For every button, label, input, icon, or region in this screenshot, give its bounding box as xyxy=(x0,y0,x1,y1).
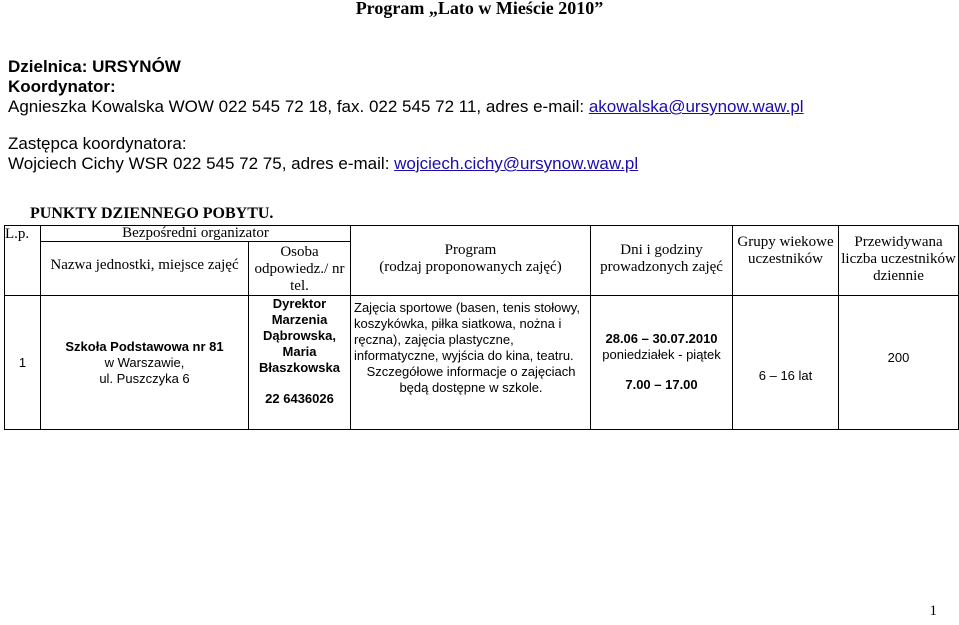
header-unit-name: Nazwa jednostki, miejsce zajęć xyxy=(41,242,249,296)
deputy-label: Zastępca koordynatora: xyxy=(8,134,187,153)
header-age-groups: Grupy wiekowe uczestników xyxy=(733,226,839,296)
coordinator-label: Koordynator: xyxy=(8,77,116,96)
unit-address: w Warszawie, ul. Puszczyka 6 xyxy=(99,354,190,386)
header-person: Osoba odpowiedz./ nr tel. xyxy=(249,242,351,296)
header-lp: L.p. xyxy=(5,226,41,296)
program-description: Zajęcia sportowe (basen, tenis stołowy, koszykówka, piłka siatkowa, nożna i ręczna), zajęcia plastyczne, informatyczne, wyjścia do kina, teatru. xyxy=(354,300,580,363)
section-heading: PUNKTY DZIENNEGO POBYTU. xyxy=(30,205,274,222)
weekdays: poniedziałek - piątek xyxy=(602,347,721,362)
schedule-table xyxy=(4,225,959,430)
header-program: Program (rodzaj proponowanych zajęć) xyxy=(351,226,591,296)
document-title: Program „Lato w Mieście 2010” xyxy=(355,0,604,18)
deputy-text: Wojciech Cichy WSR 022 545 72 75, adres e-mail: xyxy=(8,154,395,173)
coordinator-info xyxy=(8,97,804,117)
header-organizer-group: Bezpośredni organizator xyxy=(41,226,351,242)
header-participants: Przewidywana liczba uczestników dziennie xyxy=(839,226,959,296)
row-participants: 200 xyxy=(839,296,959,430)
deputy-info xyxy=(8,154,638,174)
row-unit xyxy=(41,296,249,430)
table-row xyxy=(5,296,959,430)
district-label: Dzielnica: URSYNÓW xyxy=(8,57,181,76)
coordinator-text: Agnieszka Kowalska WOW 022 545 72 18, fax. 022 545 72 11, adres e-mail: xyxy=(8,97,589,116)
row-program xyxy=(351,296,591,430)
row-days-hours xyxy=(591,296,733,430)
row-lp: 1 xyxy=(5,296,41,430)
person-name: Dyrektor Marzenia Dąbrowska, Maria Błaszkowska xyxy=(259,296,340,375)
deputy-email-link[interactable]: wojciech.cichy@ursynow.waw.pl xyxy=(394,154,639,173)
unit-name: Szkoła Podstawowa nr 81 xyxy=(65,338,224,354)
row-person xyxy=(249,296,351,430)
date-range: 28.06 – 30.07.2010 xyxy=(605,331,718,346)
row-age-group: 6 – 16 lat xyxy=(733,296,839,430)
coordinator-email-link[interactable]: akowalska@ursynow.waw.pl xyxy=(588,97,804,116)
page-number: 1 xyxy=(929,603,937,619)
header-days-hours: Dni i godziny prowadzonych zajęć xyxy=(591,226,733,296)
person-phone: 22 6436026 xyxy=(265,391,334,406)
hours: 7.00 – 17.00 xyxy=(625,377,698,392)
program-note: Szczegółowe informacje o zajęciach będą dostępne w szkole. xyxy=(366,364,576,395)
